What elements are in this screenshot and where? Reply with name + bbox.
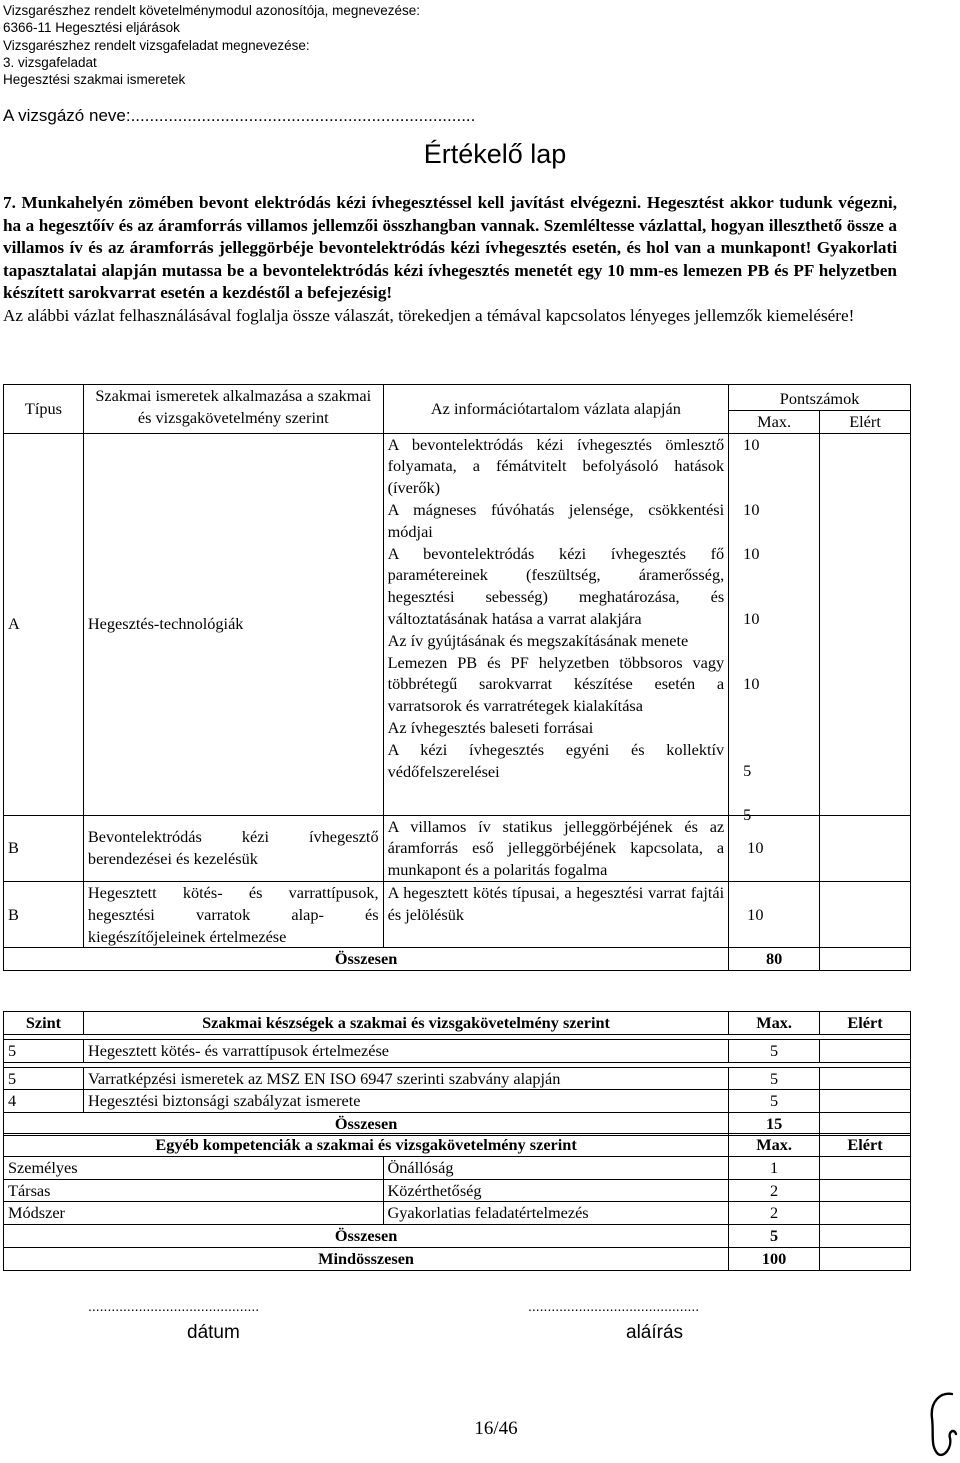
skills-table [3,1011,911,1136]
header-line: 3. vizsgafeladat [3,54,97,70]
max-value: 2 [729,1179,820,1202]
level-cell: 4 [4,1090,84,1113]
document-header [3,2,420,88]
got-cell [820,948,911,971]
col-header-max: Max. [729,410,820,433]
date-line: ............................................ [88,1298,260,1314]
type-cell: A [4,433,84,815]
max-value: 5 [729,1039,820,1062]
col-header-skill: Szakmai ismeretek alkalmazása a szakmai és vizsgakövetelmény szerint [83,385,383,434]
got-cell [820,1247,911,1270]
header-line: Vizsgarészhez rendelt vizsgafeladat megnevezése: [3,37,310,53]
task-instruction: Az alábbi vázlat felhasználásával foglalja össze válaszát, törekedjen a témával kapcsolatos lényeges jellemzők kiemelésére! [3,305,855,325]
max-value: 5 [729,1067,820,1090]
col-header-level: Szint [4,1012,84,1035]
skill-cell: Varratképzési ismeretek az MSZ EN ISO 6947 szerinti szabvány alapján [83,1067,728,1090]
task-bold-text: 7. Munkahelyén zömében bevont elektródás kézi ívhegesztéssel kell javítást elvégezni. Hegesztést akkor tudunk végezni, ha a hegesztőív és az áramforrás villamos jellemzői összhangban vannak. Szemléltesse vázlattal, hogyan illeszthető össze a villamos ív és az áramforrás jelleggörbéje bevontelektródás kézi ívhegesztés esetén, és hol van a munkapont! Gyakorlati tapasztalatai alapján mutassa be a bevontelektródás kézi ívhegesztés menetét egy 10 mm-es lemezen PB és PF helyzetben készített sarokvarrat esetén a kezdéstől a befejezésig! [3,193,897,303]
col-header-info: Az információtartalom vázlata alapján [383,385,729,434]
category-cell: Társas [4,1179,384,1202]
total-value: 80 [729,948,820,971]
got-cell [820,1225,911,1248]
grand-total-value: 100 [729,1247,820,1270]
max-value: 10 [729,881,820,947]
max-cell [729,433,820,824]
category-cell: Személyes [4,1156,384,1179]
info-item: A kézi ívhegesztés egyéni és kollektív védőfelszerelései [387,739,725,781]
total-value: 15 [729,1113,820,1136]
info-item: Az ív gyújtásának és megszakításának menete [387,630,689,650]
header-line: 6366-11 Hegesztési eljárások [3,20,180,36]
skill-cell: Hegesztési biztonsági szabályzat ismerete [83,1090,728,1113]
grand-total-label: Mindösszesen [4,1247,729,1270]
max-value: 10 [743,673,760,693]
max-value: 5 [729,1090,820,1113]
got-cell [820,1179,911,1202]
type-cell: B [4,881,84,947]
max-value: 5 [743,804,752,824]
got-cell [820,881,911,947]
competence-cell: Közérthetőség [383,1179,729,1202]
skill-cell: Bevontelektródás kézi ívhegesztő berendezései és kezelésük [83,815,383,881]
got-cell [820,1039,911,1062]
got-cell [820,1202,911,1225]
col-header-type: Típus [4,385,84,434]
got-cell [820,815,911,881]
task-description [3,192,897,328]
info-item: Lemezen PB és PF helyzetben többsoros vagy többrétegű sarokvarrat készítése esetén a varratsorok és varratrétegek kialakítása [387,652,725,716]
max-value: 2 [729,1202,820,1225]
max-value: 10 [743,434,760,454]
max-value: 10 [743,608,760,628]
skill-cell: Hegesztett kötés- és varrattípusok értelmezése [83,1039,728,1062]
signature-line: ............................................ [528,1298,700,1314]
info-item: A hegesztett kötés típusai, a hegesztési varrat fajtái és jelölésük [383,881,729,947]
max-value: 1 [729,1156,820,1179]
skill-cell: Hegesztett kötés- és varrattípusok, hegesztési varratok alap- és kiegészítőjeleinek értelmezése [83,881,383,947]
got-cell [820,1067,911,1090]
type-cell: B [4,815,84,881]
header-line: Hegesztési szakmai ismeretek [3,72,186,88]
got-cell [820,1090,911,1113]
max-value: 10 [743,543,760,563]
max-value: 5 [743,760,752,780]
handwritten-mark-icon [922,1388,960,1458]
info-item: A bevontelektródás kézi ívhegesztés fő paramétereinek (feszültség, áramerősség, hegesztési sebesség) meghatározása, és változtatásának hatása a varrat alakjára [387,543,725,628]
col-header-points: Pontszámok [729,385,911,411]
level-cell: 5 [4,1067,84,1090]
signature-label: aláírás [626,1322,684,1343]
max-value: 10 [729,815,820,881]
col-header-got: Elért [820,1012,911,1035]
got-cell [820,1156,911,1179]
info-item: Az ívhegesztés baleseti forrásai [387,717,594,737]
competence-heading: Egyéb kompetenciák a szakmai és vizsgakövetelmény szerint [4,1134,729,1157]
level-cell: 5 [4,1039,84,1062]
competence-table [3,1133,911,1271]
page-title: Értékelő lap [423,139,567,169]
total-label: Összesen [4,948,729,971]
got-cell [820,433,911,815]
info-item: A mágneses fúvóhatás jelensége, csökkentési módjai [387,499,725,541]
total-value: 5 [729,1225,820,1248]
skill-cell: Hegesztés-technológiák [83,433,383,815]
candidate-name-field: A vizsgázó neve:......................................................................... [3,106,476,125]
max-value: 10 [743,499,760,519]
header-line: Vizsgarészhez rendelt követelménymodul azonosítója, megnevezése: [3,3,420,18]
competence-cell: Önállóság [383,1156,729,1179]
competence-cell: Gyakorlatias feladatértelmezés [383,1202,729,1225]
col-header-got: Elért [820,1134,911,1157]
info-item: A bevontelektródás kézi ívhegesztés ömlesztő folyamata, a fémátvitelt befolyásoló hatások (íverők) [387,434,725,498]
category-cell: Módszer [4,1202,384,1225]
info-cell [383,433,729,815]
total-label: Összesen [4,1225,729,1248]
col-header-got: Elért [820,410,911,433]
knowledge-table [3,384,911,971]
total-label: Összesen [4,1113,729,1136]
col-header-skill: Szakmai készségek a szakmai és vizsgakövetelmény szerint [83,1012,728,1035]
page-number: 16/46 [474,1418,518,1439]
col-header-max: Max. [729,1134,820,1157]
info-item: A villamos ív statikus jelleggörbéjének és az áramforrás eső jelleggörbéjének kapcsolata, a munkapont és a polaritás fogalma [383,815,729,881]
col-header-max: Max. [729,1012,820,1035]
date-label: dátum [187,1322,240,1343]
